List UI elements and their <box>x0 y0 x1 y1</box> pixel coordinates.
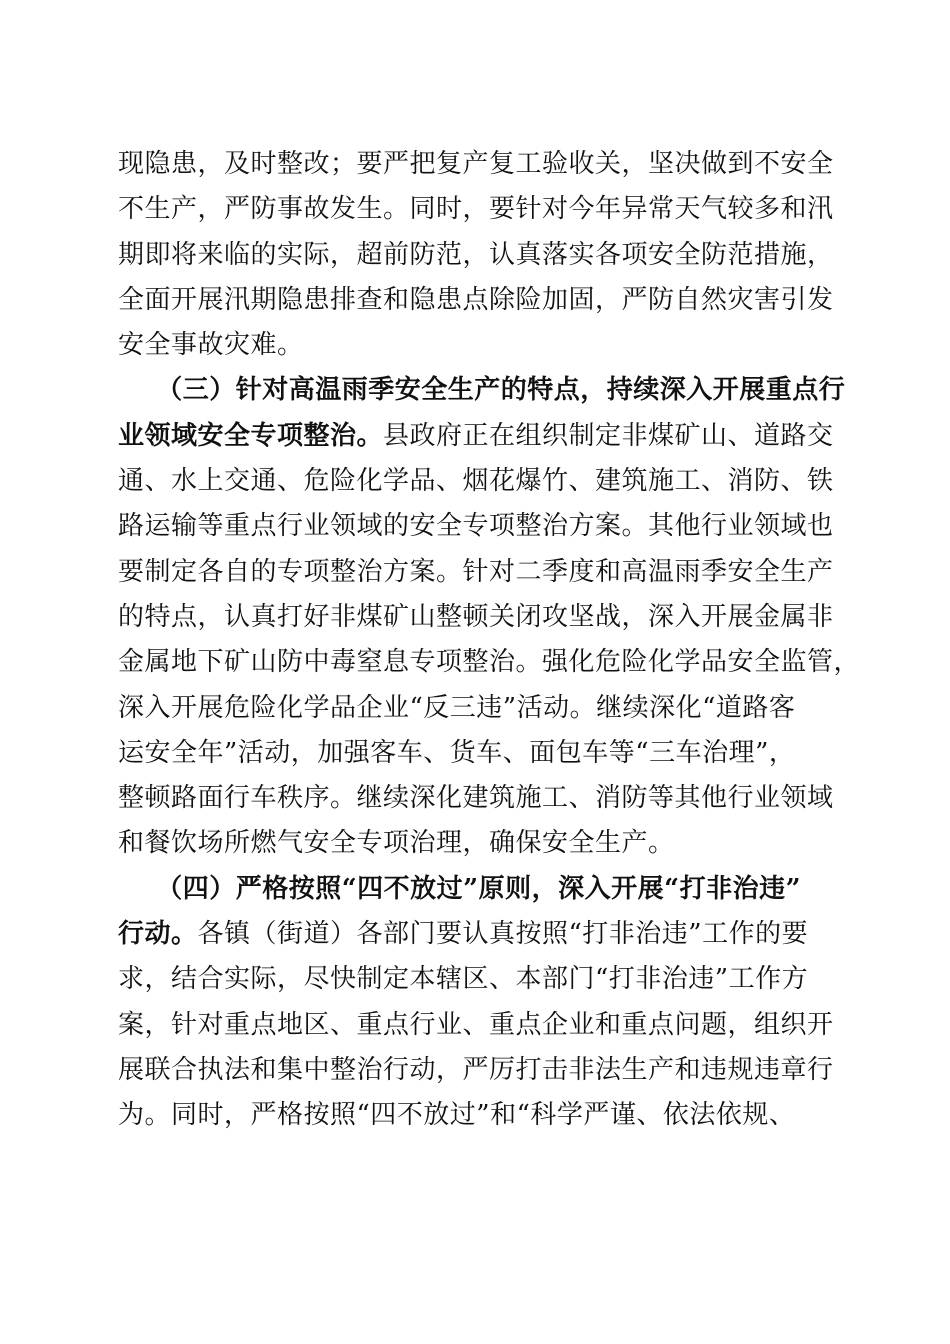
text-segment: 运安全年”活动，加强客车、货车、面包车等“三车治理”， <box>118 737 796 768</box>
text-segment: 为。同时，严格按照“四不放过”和“科学严谨、依法依规、 <box>118 1100 796 1131</box>
text-segment: 各镇（街道）各部门要认真按照“打非治违”工作的要 <box>197 919 809 950</box>
text-line <box>118 323 828 368</box>
text-line <box>118 368 846 413</box>
text-segment: 期即将来临的实际，超前防范，认真落实各项安全防范措施， <box>118 239 834 270</box>
text-segment: 县政府正在组织制定非煤矿山、道路交 <box>383 420 834 451</box>
text-line <box>118 187 834 232</box>
text-segment: 金属地下矿山防中毒窒息专项整治。强化危险化学品安全监管， <box>118 647 861 678</box>
text-line <box>118 867 828 912</box>
text-segment: 全面开展汛期隐患排查和隐患点除险加固，严防自然灾害引发 <box>118 284 834 315</box>
text-line <box>118 459 834 504</box>
text-line <box>118 731 828 776</box>
text-line <box>118 821 828 866</box>
text-line <box>118 686 828 731</box>
text-line <box>118 142 834 187</box>
text-line <box>118 640 861 685</box>
text-segment: 和餐饮场所燃气安全专项治理，确保安全生产。 <box>118 828 675 859</box>
text-line <box>118 1003 834 1048</box>
text-segment: 路运输等重点行业领域的安全专项整治方案。其他行业领域也 <box>118 511 834 542</box>
text-line <box>118 776 834 821</box>
text-line <box>118 414 834 459</box>
text-segment: 展联合执法和集中整治行动，严厉打击非法生产和违规违章行 <box>118 1054 834 1085</box>
heading-segment: （三）针对高温雨季安全生产的特点，持续深入开展重点行 <box>118 375 846 406</box>
text-line <box>118 233 834 278</box>
text-segment: 不生产，严防事故发生。同时，要针对今年异常天气较多和汛 <box>118 194 834 225</box>
body-text <box>118 142 861 1139</box>
text-segment: 的特点，认真打好非煤矿山整顿关闭攻坚战，深入开展金属非 <box>118 601 834 632</box>
text-segment: 要制定各自的专项整治方案。针对二季度和高温雨季安全生产 <box>118 556 834 587</box>
text-line <box>118 957 828 1002</box>
text-segment: 通、水上交通、危险化学品、烟花爆竹、建筑施工、消防、铁 <box>118 466 834 497</box>
heading-segment: 业领域安全专项整治。 <box>118 420 384 451</box>
text-line <box>118 912 828 957</box>
text-segment: 深入开展危险化学品企业“反三违”活动。继续深化“道路客 <box>118 692 796 723</box>
heading-segment: 行动。 <box>118 919 198 950</box>
text-segment: 求，结合实际，尽快制定本辖区、本部门“打非治违”工作方 <box>118 964 809 995</box>
text-segment: 案，针对重点地区、重点行业、重点企业和重点问题，组织开 <box>118 1009 834 1040</box>
text-line <box>118 504 834 549</box>
text-line <box>118 1048 834 1093</box>
text-segment: 整顿路面行车秩序。继续深化建筑施工、消防等其他行业领域 <box>118 783 834 814</box>
heading-segment: （四）严格按照“四不放过”原则，深入开展“打非治违” <box>118 873 802 904</box>
text-line <box>118 595 834 640</box>
text-segment: 安全事故灾难。 <box>118 330 304 361</box>
text-line <box>118 550 834 595</box>
text-segment: 现隐患，及时整改；要严把复产复工验收关，坚决做到不安全 <box>118 149 834 179</box>
text-line <box>118 1093 828 1138</box>
text-line <box>118 278 834 323</box>
